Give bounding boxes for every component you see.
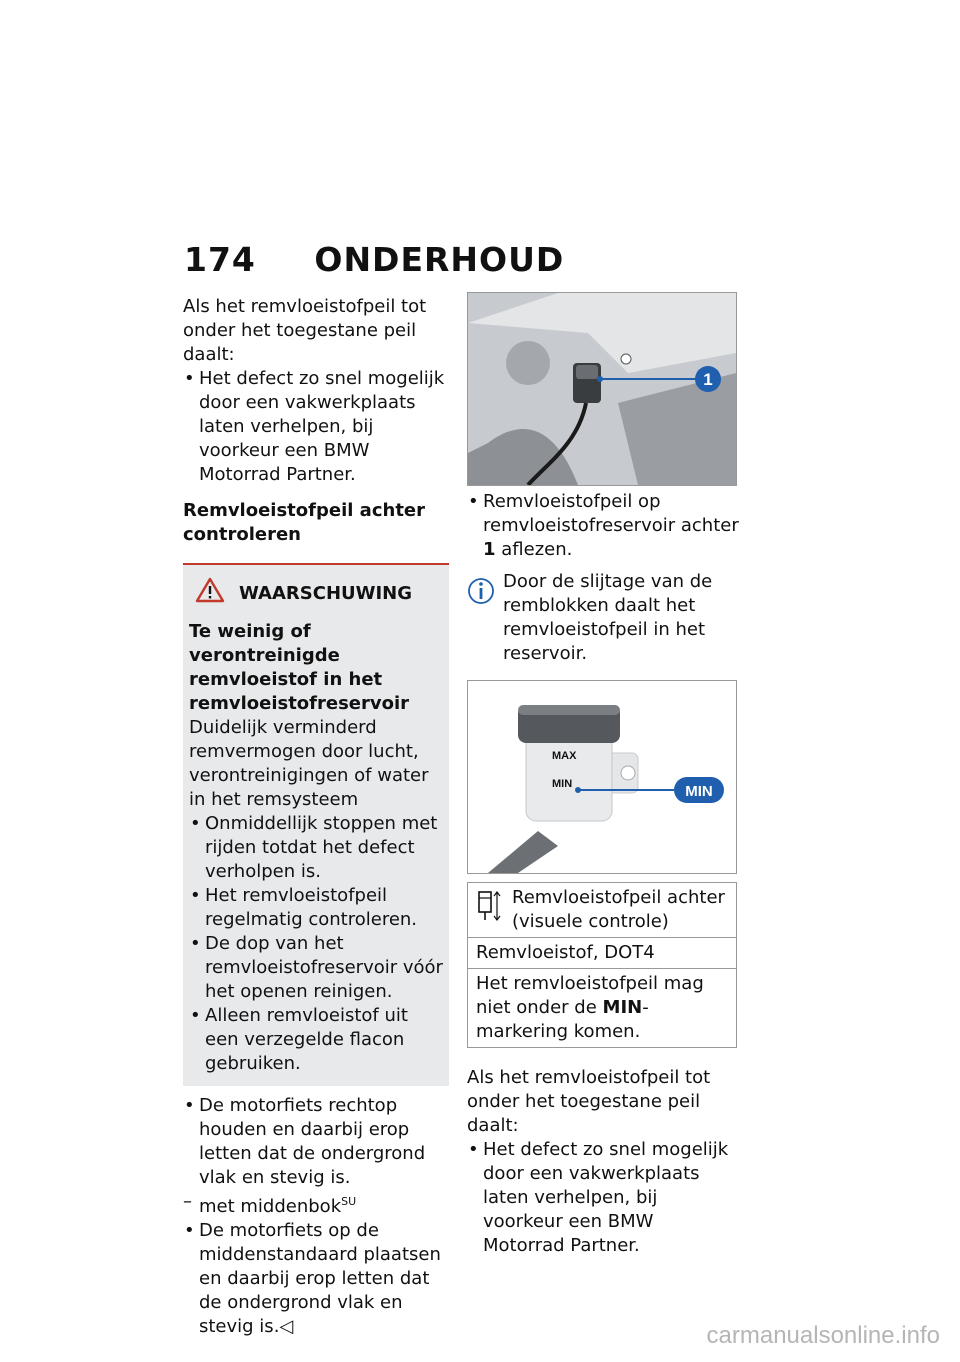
rear-reservoir-photo (467, 292, 737, 486)
spec-rule-b: -markering komen. (476, 997, 649, 1042)
left-column (183, 295, 449, 1339)
spec-title-cell (468, 883, 737, 938)
warning-bullet: • Alleen remvloeistof uit een verzegelde flacon gebruiken. (189, 1004, 443, 1076)
spec-row (468, 938, 737, 969)
watermark: carmanualsonline.info (706, 1322, 940, 1349)
intro-bullet: • Het defect zo snel mogelijk door een vakwerkplaats laten verhelpen, bij voorkeur een BMW Motorrad Partner. (183, 367, 449, 487)
info-icon (467, 574, 503, 666)
step-read-number: 1 (483, 539, 496, 560)
reservoir-min-max-photo (467, 680, 737, 874)
spec-rule-a: Het remvloeistofpeil mag niet onder de (476, 973, 704, 1018)
min-label: MIN (552, 778, 573, 790)
photo-callout-number: 1 (703, 370, 713, 389)
page-number: 174 (184, 240, 256, 279)
end-mark: ◁ (279, 1316, 294, 1337)
subheading: Remvloeistofpeil achter controleren (183, 500, 426, 545)
info-text: Door de slijtage van de remblokken daalt het remvloeistofpeil in het reservoir. (503, 571, 713, 664)
warning-title-row (195, 577, 443, 610)
spec-row (468, 883, 737, 938)
page-header (184, 240, 564, 279)
outro-text: Als het remvloeistofpeil tot onder het toegestane peil daalt: (467, 1067, 711, 1136)
spec-title: Remvloeistofpeil achter (visuele controle) (512, 887, 725, 932)
right-column (467, 292, 739, 1258)
info-note (467, 570, 739, 666)
min-callout: MIN (685, 783, 713, 800)
condition-text: met middenbok (199, 1196, 342, 1217)
outro-bullet: • Het defect zo snel mogelijk door een vakwerkplaats laten verhelpen, bij voorkeur een BMW Motorrad Partner. (467, 1138, 739, 1258)
spec-head (476, 886, 728, 934)
warning-text: Duidelijk verminderd remvermogen door lucht, verontreinigingen of water in het remsysteem (189, 717, 429, 810)
step-read-a: Remvloeistofpeil op remvloeistofreservoir achter (483, 491, 739, 536)
step-centerstand (183, 1219, 449, 1339)
spec-table (467, 882, 737, 1048)
condition-superscript: SU (341, 1195, 357, 1208)
step-upright: • De motorfiets rechtop houden en daarbij erop letten dat de ondergrond vlak en stevig is. (183, 1094, 449, 1190)
max-label: MAX (552, 750, 577, 762)
warning-box (183, 563, 449, 1086)
warning-triangle-icon (195, 577, 225, 610)
spec-rule-bold: MIN (602, 997, 643, 1018)
step-read-level (467, 490, 739, 562)
step-read-b: aflezen. (495, 539, 573, 560)
warning-bullet: • Het remvloeistofpeil regelmatig controleren. (189, 884, 443, 932)
spec-row (468, 969, 737, 1048)
spec-rule-cell (468, 969, 737, 1048)
step-centerstand-text: De motorfiets op de middenstandaard plaatsen en daarbij erop letten dat de ondergrond vlak en stevig is. (199, 1220, 441, 1337)
intro-text: Als het remvloeistofpeil tot onder het toegestane peil daalt: (183, 296, 427, 365)
warning-headline: Te weinig of verontreinigde remvloeistof in het remvloeistofreservoir (189, 621, 410, 714)
spec-fluid: Remvloeistof, DOT4 (468, 938, 737, 969)
section-title: ONDERHOUD (314, 240, 565, 279)
fluid-level-icon (476, 886, 512, 934)
warning-title: WAARSCHUWING (239, 582, 413, 604)
warning-bullet: • De dop van het remvloeistofreservoir vóór het openen reinigen. (189, 932, 443, 1004)
warning-bullet: • Onmiddellijk stoppen met rijden totdat het defect verholpen is. (189, 812, 443, 884)
condition-line (183, 1190, 449, 1219)
